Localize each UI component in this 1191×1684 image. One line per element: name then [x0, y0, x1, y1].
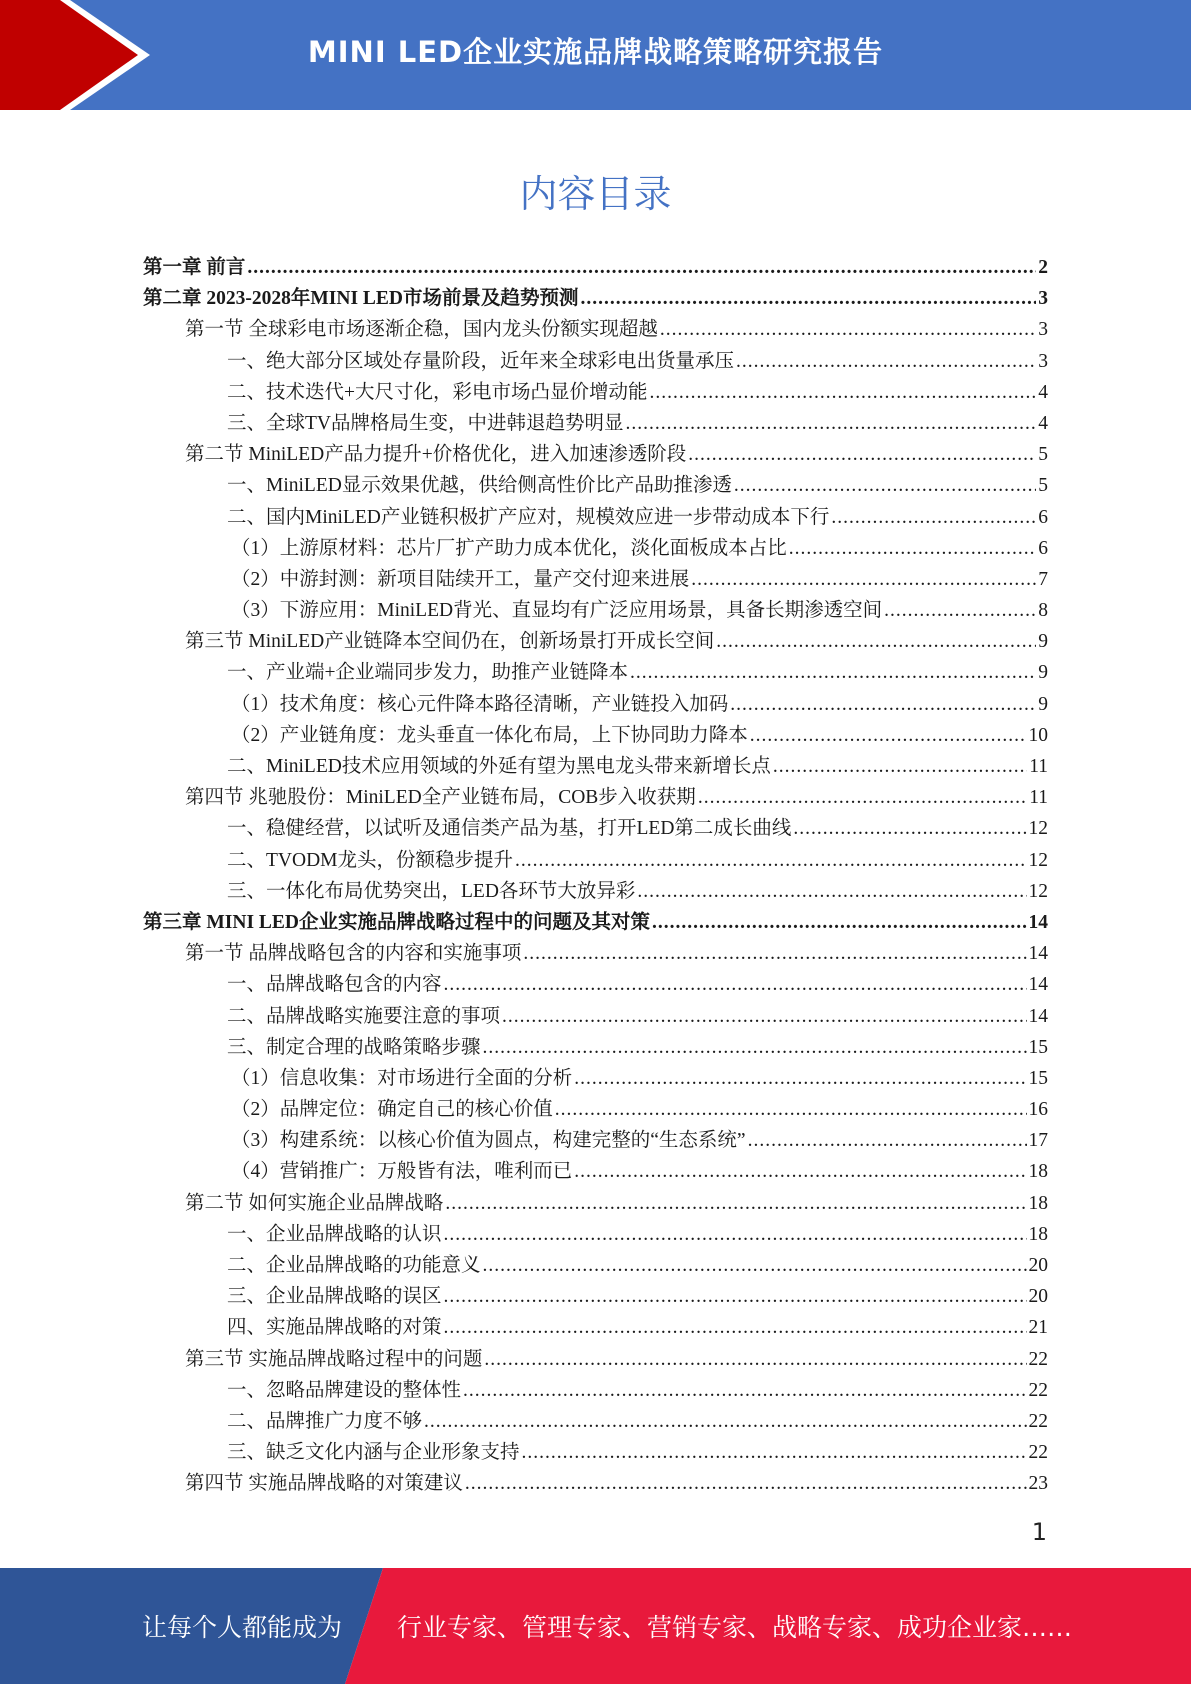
toc-dot-leader: [650, 377, 1037, 408]
header-band: [0, 0, 1191, 110]
toc-dot-leader: [736, 346, 1036, 377]
toc-entry-title: 第三节 MiniLED产业链降本空间仍在，创新场景打开成长空间: [185, 631, 715, 653]
toc-entry-title: 一、稳健经营，以试听及通信类产品为基，打开LED第二成长曲线: [227, 818, 792, 840]
toc-entry-page: 12: [1028, 880, 1048, 902]
toc-entry-title: 一、MiniLED显示效果优越，供给侧高性价比产品助推渗透: [227, 475, 732, 497]
toc-entry-title: 三、全球TV品牌格局生变，中进韩退趋势明显: [227, 412, 624, 434]
toc-entry-title: 二、国内MiniLED产业链积极扩产应对，规模效应进一步带动成本下行: [227, 506, 830, 528]
toc-dot-leader: [522, 1437, 1027, 1468]
toc-dot-leader: [444, 969, 1027, 1000]
toc-entry[interactable]: [143, 1250, 1048, 1281]
toc-entry-page: 18: [1028, 1161, 1048, 1183]
toc-entry-title: 二、MiniLED技术应用领域的外延有望为黑电龙头带来新增长点: [227, 756, 771, 777]
toc-dot-leader: [789, 533, 1036, 564]
toc-entry[interactable]: [143, 595, 1048, 626]
toc-entry-page: 4: [1038, 412, 1048, 434]
toc-entry[interactable]: [143, 689, 1048, 720]
toc-entry[interactable]: [143, 377, 1048, 408]
toc-entry-title: 一、品牌战略包含的内容: [227, 974, 442, 996]
toc-entry-title: 第四节 兆驰股份：MiniLED全产业链布局，COB步入收获期: [185, 787, 696, 809]
toc-entry-page: 20: [1028, 1286, 1048, 1308]
toc-dot-leader: [730, 689, 1036, 720]
toc-dot-leader: [574, 1156, 1026, 1187]
toc-entry[interactable]: [143, 626, 1048, 657]
toc-dot-leader: [773, 751, 1027, 782]
toc-dot-leader: [483, 1032, 1027, 1063]
toc-entry-title: 第一节 品牌战略包含的内容和实施事项: [185, 943, 522, 965]
toc-entry-title: 三、一体化布局优势突出，LED各环节大放异彩: [227, 880, 636, 902]
toc-entry[interactable]: [143, 470, 1048, 501]
toc-dot-leader: [247, 252, 1036, 283]
toc-entry[interactable]: [143, 1437, 1048, 1468]
toc-entry[interactable]: [143, 1281, 1048, 1312]
toc-entry[interactable]: [143, 1219, 1048, 1250]
toc-dot-leader: [445, 1188, 1026, 1219]
toc-entry[interactable]: [143, 657, 1048, 688]
table-of-contents: [143, 252, 1048, 1500]
toc-entry-title: （3）下游应用：MiniLED背光、直显均有广泛应用场景，具备长期渗透空间: [231, 600, 883, 622]
toc-entry[interactable]: [143, 1188, 1048, 1219]
report-title: MINI LED企业实施品牌战略策略研究报告: [307, 34, 884, 69]
toc-dot-leader: [483, 1250, 1027, 1281]
toc-entry-title: 三、企业品牌战略的误区: [227, 1286, 442, 1308]
toc-entry-page: 9: [1038, 631, 1048, 653]
toc-dot-leader: [502, 1001, 1026, 1032]
toc-entry-page: 3: [1038, 319, 1048, 341]
toc-dot-leader: [626, 408, 1037, 439]
toc-dot-leader: [463, 1375, 1026, 1406]
toc-entry-page: 18: [1028, 1223, 1048, 1245]
toc-entry[interactable]: [143, 1063, 1048, 1094]
toc-dot-leader: [630, 657, 1036, 688]
toc-entry-page: 21: [1028, 1317, 1048, 1339]
toc-dot-leader: [716, 626, 1036, 657]
toc-entry-page: 11: [1029, 756, 1048, 777]
toc-entry-title: 三、缺乏文化内涵与企业形象支持: [227, 1442, 520, 1464]
toc-entry-page: 22: [1028, 1442, 1048, 1464]
toc-entry-page: 9: [1038, 693, 1048, 715]
toc-entry-page: 22: [1028, 1379, 1048, 1401]
toc-entry-title: （2）产业链角度：龙头垂直一体化布局，上下协同助力降本: [231, 724, 748, 746]
toc-entry[interactable]: [143, 1375, 1048, 1406]
toc-entry-title: （4）营销推广：万般皆有法，唯利而已: [231, 1161, 573, 1183]
toc-entry-page: 16: [1028, 1099, 1048, 1121]
toc-entry-page: 12: [1028, 849, 1048, 871]
toc-entry-page: 22: [1028, 1348, 1048, 1370]
toc-entry-title: （3）构建系统：以核心价值为圆点，构建完整的“生态系统”: [231, 1130, 746, 1152]
toc-dot-leader: [581, 283, 1037, 314]
toc-entry-title: 第二节 如何实施企业品牌战略: [185, 1192, 444, 1214]
toc-entry[interactable]: [143, 1468, 1048, 1499]
toc-entry-title: 二、技术迭代+大尺寸化，彩电市场凸显价增动能: [227, 381, 648, 403]
toc-dot-leader: [444, 1281, 1027, 1312]
toc-entry[interactable]: [143, 1125, 1048, 1156]
toc-entry-page: 17: [1028, 1130, 1048, 1152]
toc-dot-leader: [884, 595, 1036, 626]
footer-slogan-left: 让每个人都能成为: [142, 1613, 343, 1642]
toc-entry-title: 第二节 MiniLED产品力提升+价格优化，进入加速渗透阶段: [185, 444, 687, 466]
toc-entry-page: 4: [1038, 381, 1048, 403]
toc-dot-leader: [523, 938, 1026, 969]
toc-entry-title: 一、产业端+企业端同步发力，助推产业链降本: [227, 662, 628, 684]
toc-dot-leader: [444, 1312, 1027, 1343]
toc-entry[interactable]: [143, 1312, 1048, 1343]
toc-entry-title: 三、制定合理的战略策略步骤: [227, 1036, 481, 1058]
toc-entry-page: 23: [1028, 1473, 1048, 1495]
toc-entry[interactable]: [143, 408, 1048, 439]
toc-entry-page: 7: [1038, 568, 1048, 590]
toc-entry-page: 14: [1028, 911, 1048, 933]
toc-entry-title: 四、实施品牌战略的对策: [227, 1317, 442, 1339]
toc-entry[interactable]: [143, 564, 1048, 595]
toc-entry-title: 第二章 2023-2028年MINI LED市场前景及趋势预测: [143, 288, 579, 310]
toc-entry-page: 8: [1038, 600, 1048, 622]
toc-dot-leader: [515, 845, 1027, 876]
toc-entry-title: （1）上游原材料：芯片厂扩产助力成本优化，淡化面板成本占比: [231, 537, 787, 559]
toc-entry-title: 第三章 MINI LED企业实施品牌战略过程中的问题及其对策: [143, 911, 651, 933]
toc-entry-page: 2: [1038, 257, 1048, 278]
toc-entry-title: （1）信息收集：对市场进行全面的分析: [231, 1067, 573, 1089]
toc-entry-title: （1）技术角度：核心元件降本路径清晰，产业链投入加码: [231, 693, 729, 715]
toc-entry[interactable]: [143, 252, 1048, 283]
toc-entry-page: 6: [1038, 506, 1048, 528]
toc-entry[interactable]: [143, 502, 1048, 533]
toc-entry[interactable]: [143, 813, 1048, 844]
toc-entry-page: 9: [1038, 662, 1048, 684]
toc-dot-leader: [484, 1344, 1026, 1375]
toc-dot-leader: [750, 720, 1027, 751]
toc-entry-page: 15: [1028, 1036, 1048, 1058]
toc-heading: 内容目录: [519, 172, 672, 216]
toc-entry-page: 3: [1038, 288, 1048, 310]
toc-entry-title: 第三节 实施品牌战略过程中的问题: [185, 1348, 483, 1370]
toc-dot-leader: [637, 876, 1026, 907]
toc-dot-leader: [793, 813, 1026, 844]
toc-entry-title: （2）品牌定位：确定自己的核心价值: [231, 1099, 553, 1121]
toc-entry-page: 14: [1028, 943, 1048, 965]
toc-entry-title: 二、TVODM龙头，份额稳步提升: [227, 849, 513, 871]
toc-entry[interactable]: [143, 751, 1048, 782]
toc-entry-title: 一、绝大部分区域处存量阶段，近年来全球彩电出货量承压: [227, 350, 735, 372]
footer-slogan-right: 行业专家、管理专家、营销专家、战略专家、成功企业家……: [397, 1613, 1073, 1642]
toc-dot-leader: [688, 439, 1036, 470]
toc-dot-leader: [831, 502, 1036, 533]
toc-entry-title: 二、品牌推广力度不够: [227, 1410, 423, 1432]
toc-entry[interactable]: [143, 1032, 1048, 1063]
toc-entry-page: 5: [1038, 475, 1048, 497]
toc-entry-page: 22: [1028, 1410, 1048, 1432]
toc-entry[interactable]: [143, 782, 1048, 813]
toc-entry[interactable]: [143, 314, 1048, 345]
toc-entry-page: 11: [1029, 787, 1048, 809]
toc-dot-leader: [424, 1406, 1026, 1437]
toc-entry[interactable]: [143, 283, 1048, 314]
toc-entry-page: 6: [1038, 537, 1048, 559]
toc-entry[interactable]: [143, 1344, 1048, 1375]
toc-dot-leader: [444, 1219, 1027, 1250]
toc-entry-title: 二、品牌战略实施要注意的事项: [227, 1005, 501, 1027]
toc-dot-leader: [574, 1063, 1026, 1094]
toc-entry[interactable]: [143, 1406, 1048, 1437]
toc-entry-page: 14: [1028, 1005, 1048, 1027]
footer-band: [0, 1568, 1191, 1684]
toc-entry-title: 一、企业品牌战略的认识: [227, 1223, 442, 1245]
toc-entry-title: 第四节 实施品牌战略的对策建议: [185, 1473, 463, 1495]
toc-entry[interactable]: [143, 1094, 1048, 1125]
toc-entry[interactable]: [143, 439, 1048, 470]
toc-entry[interactable]: [143, 876, 1048, 907]
toc-entry-page: 12: [1028, 818, 1048, 840]
toc-dot-leader: [660, 314, 1036, 345]
toc-entry-title: 第一节 全球彩电市场逐渐企稳，国内龙头份额实现超越: [185, 319, 658, 341]
toc-entry-title: 一、忽略品牌建设的整体性: [227, 1379, 462, 1401]
toc-entry[interactable]: [143, 533, 1048, 564]
toc-entry-page: 20: [1028, 1255, 1048, 1276]
toc-entry-page: 5: [1038, 444, 1048, 466]
toc-entry[interactable]: [143, 845, 1048, 876]
toc-entry[interactable]: [143, 969, 1048, 1000]
toc-entry-page: 14: [1028, 974, 1048, 996]
toc-entry[interactable]: [143, 938, 1048, 969]
toc-dot-leader: [691, 564, 1036, 595]
toc-dot-leader: [465, 1468, 1027, 1499]
toc-entry[interactable]: [143, 720, 1048, 751]
page-number: 1: [1031, 1518, 1047, 1546]
toc-entry-page: 10: [1028, 724, 1048, 746]
toc-entry-title: 第一章 前言: [143, 257, 246, 278]
toc-entry-page: 18: [1028, 1192, 1048, 1214]
toc-entry-title: （2）中游封测：新项目陆续开工，量产交付迎来进展: [231, 568, 690, 590]
toc-entry-page: 15: [1028, 1067, 1048, 1089]
toc-dot-leader: [734, 470, 1036, 501]
toc-entry[interactable]: [143, 907, 1048, 938]
toc-dot-leader: [555, 1094, 1027, 1125]
toc-entry[interactable]: [143, 1156, 1048, 1187]
toc-dot-leader: [748, 1125, 1027, 1156]
toc-entry-page: 3: [1038, 350, 1048, 372]
toc-entry-title: 二、企业品牌战略的功能意义: [227, 1255, 481, 1276]
toc-entry[interactable]: [143, 1001, 1048, 1032]
toc-dot-leader: [652, 907, 1026, 938]
toc-dot-leader: [698, 782, 1027, 813]
toc-entry[interactable]: [143, 346, 1048, 377]
